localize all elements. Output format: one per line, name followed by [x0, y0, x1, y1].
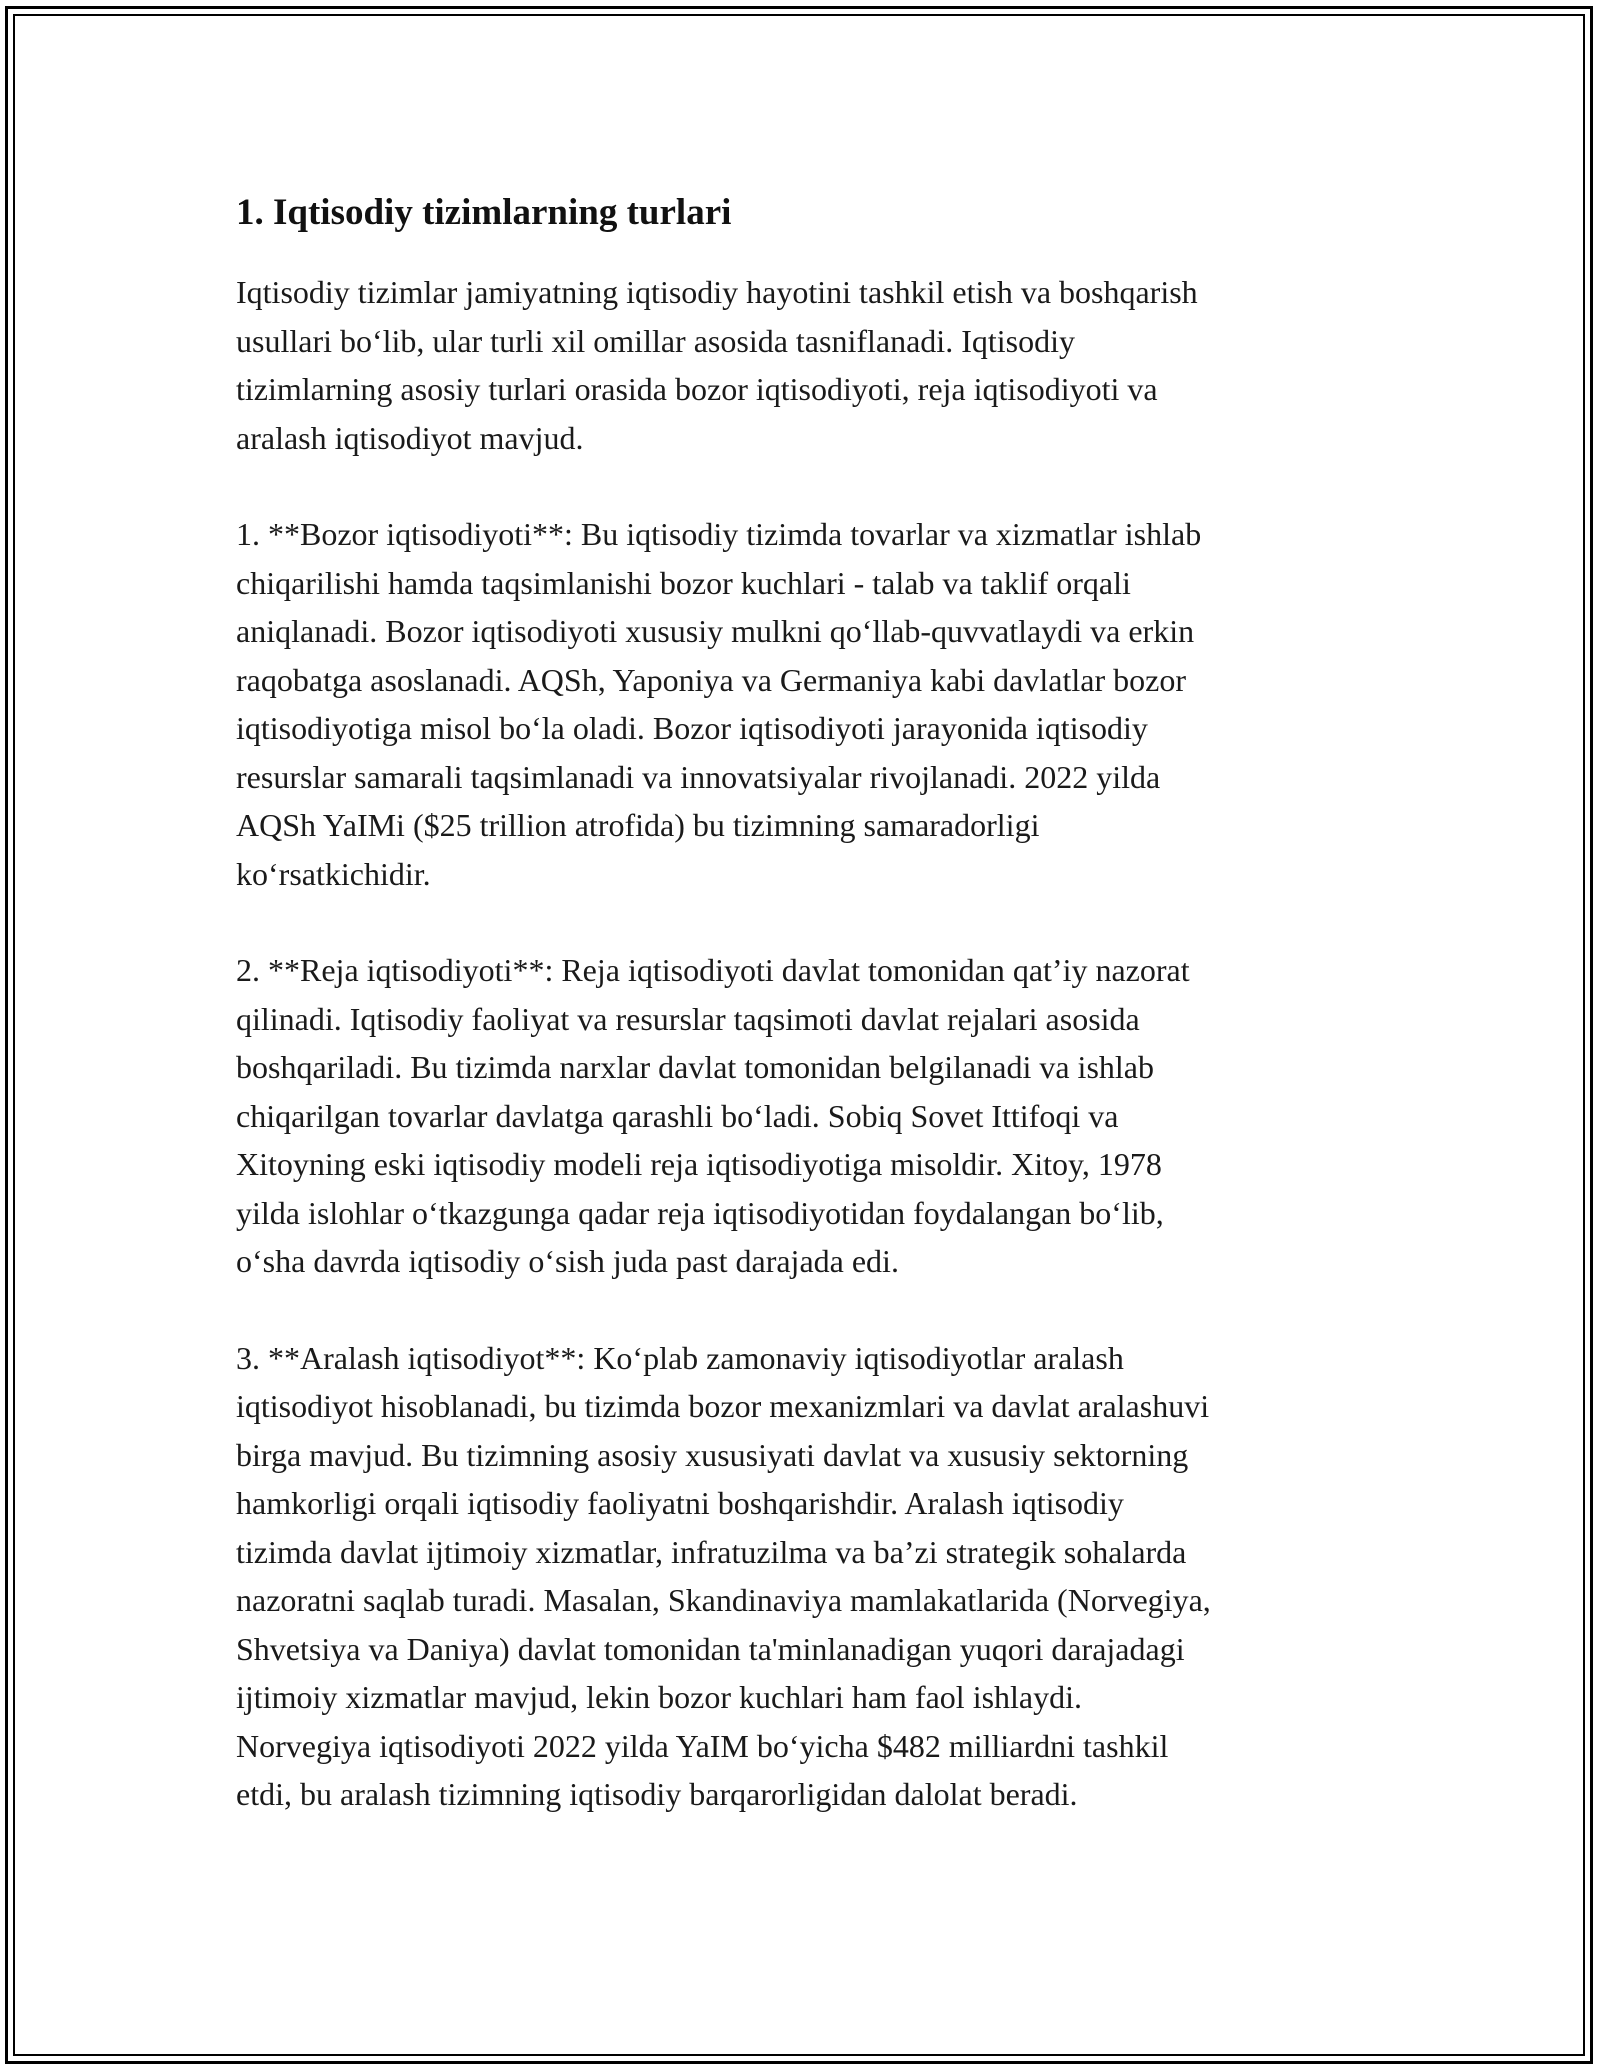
document-body — [236, 188, 1376, 1867]
intro-paragraph: Iqtisodiy tizimlar jamiyatning iqtisodiy hayotini tashkil etish va boshqarish usullari bo‘lib, ular turli xil omillar asosida tasniflanadi. Iqtisodiy tizimlarning asosiy turlari orasida bozor iqtisodiyoti, reja iqtisodiyoti va aralash iqtisodiyot mavjud. — [236, 274, 1198, 456]
mixed-economy-paragraph: 3. **Aralash iqtisodiyot**: Ko‘plab zamonaviy iqtisodiyotlar aralash iqtisodiyot hisoblanadi, bu tizimda bozor mexanizmlari va davlat aralashuvi birga mavjud. Bu tizimning asosiy xususiyati davlat va xususiy sektorning hamkorligi orqali iqtisodiy faoliyatni boshqarishdir. Aralash iqtisodiy tizimda davlat ijtimoiy xizmatlar, infratuzilma va ba’zi strategik sohalarda nazoratni saqlab turadi. Masalan, Skandinaviya mamlakatlarida (Norvegiya, Shvetsiya va Daniya) davlat tomonidan ta'minlanadigan yuqori darajadagi ijtimoiy xizmatlar mavjud, lekin bozor kuchlari ham faol ishlaydi. Norvegiya iqtisodiyoti 2022 yilda YaIM bo‘yicha $482 milliardni tashkil etdi, bu aralash tizimning iqtisodiy barqarorligidan dalolat beradi. — [236, 1339, 1211, 1812]
market-economy-paragraph: 1. **Bozor iqtisodiyoti**: Bu iqtisodiy tizimda tovarlar va xizmatlar ishlab chiqarilishi hamda taqsimlanishi bozor kuchlari - talab va taklif orqali aniqlanadi. Bozor iqtisodiyoti xususiy mulkni qo‘llab-quvvatlaydi va erkin raqobatga asoslanadi. AQSh, Yaponiya va Germaniya kabi davlatlar bozor iqtisodiyotiga misol bo‘la oladi. Bozor iqtisodiyoti jarayonida iqtisodiy resurslar samarali taqsimlanadi va innovatsiyalar rivojlanadi. 2022 yilda AQSh YaIMi ($25 trillion atrofida) bu tizimning samaradorligi ko‘rsatkichidir. — [236, 516, 1202, 892]
planned-economy-paragraph: 2. **Reja iqtisodiyoti**: Reja iqtisodiyoti davlat tomonidan qat’iy nazorat qilinadi. Iqtisodiy faoliyat va resurslar taqsimoti davlat rejalari asosida boshqariladi. Bu tizimda narxlar davlat tomonidan belgilanadi va ishlab chiqarilgan tovarlar davlatga qarashli bo‘ladi. Sobiq Sovet Ittifoqi va Xitoyning eski iqtisodiy modeli reja iqtisodiyotiga misoldir. Xitoy, 1978 yilda islohlar o‘tkazgunga qadar reja iqtisodiyotidan foydalangan bo‘lib, o‘sha davrda iqtisodiy o‘sish juda past darajada edi. — [236, 952, 1190, 1279]
section-heading: 1. Iqtisodiy tizimlarning turlari — [236, 192, 732, 233]
